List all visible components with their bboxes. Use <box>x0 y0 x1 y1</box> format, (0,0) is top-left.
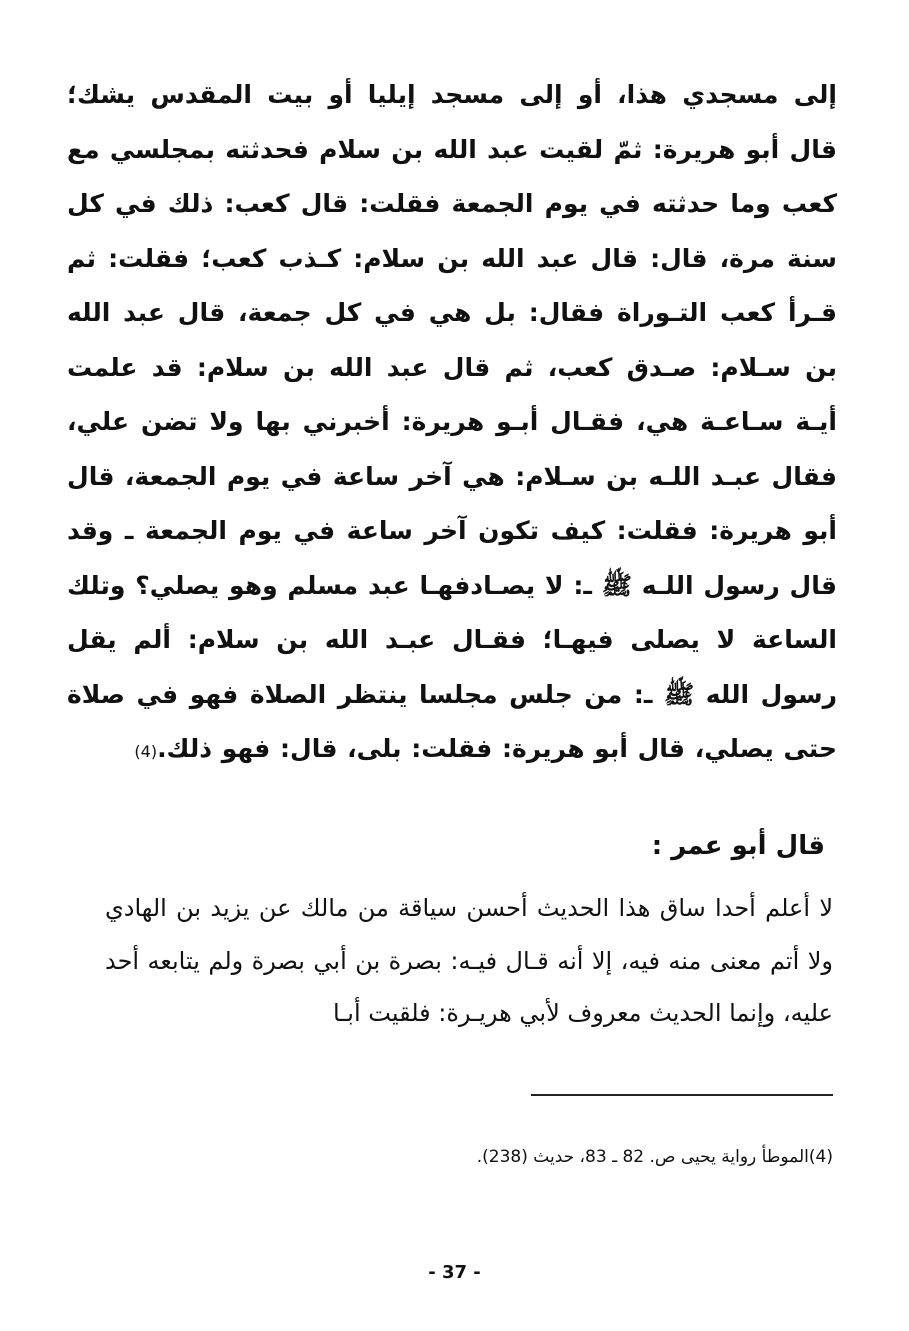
footnote-divider <box>531 1094 833 1096</box>
main-paragraph-text: إلى مسجدي هذا، أو إلى مسجد إيليا أو بيت المقدس يشك؛ قال أبو هريرة: ثمّ لقيت عبد الله بن سلام فحدثته بمجلسي مع كعب وما حدثته في يوم الجمعة فقلت: قال كعب: ذلك في كل سنة مرة، قال: قال عبد الله بن سلام: كـذب كعب؛ فقلت: ثم قـرأ كعب التـوراة فقال: بل هي في كل جمعة، قال عبد الله بن سـلام: صـدق كعب، ثم قال عبد الله بن سلام: قد علمت أيـة سـاعـة هي، فقـال أبـو هريرة: أخبرني بها ولا تضن علي، فقال عبـد اللـه بن سـلام: هي آخر ساعة في يوم الجمعة، قال أبو هريرة: فقلت: كيف تكون آخر ساعة في يوم الجمعة ـ وقد قال رسول اللـه ﷺ ـ: لا يصـادفهـا عبد مسلم وهو يصلي؟ وتلك الساعة لا يصلى فيهـا؛ فقـال عبـد الله بن سلام: ألم يقل رسول الله ﷺ ـ: من جلس مجلسا ينتظر الصلاة فهو في صلاة حتى يصلي، قال أبو هريرة: فقلت: بلى، قال: فهو ذلك. <box>67 80 837 763</box>
main-paragraph <box>67 68 837 780</box>
section-heading: قال أبو عمر : <box>651 831 825 861</box>
page-number: - 37 - <box>428 1262 481 1283</box>
footnote: (4)الموطأ رواية يحيى ص. 82 ـ 83، حديث (238). <box>476 1147 833 1167</box>
section-paragraph: لا أعلم أحدا ساق هذا الحديث أحسن سياقة من مالك عن يزيد بن الهادي ولا أتم معنى منه فيه، إلا أنه قـال فيـه: بصرة بن أبي بصرة ولم يتابعه أحد عليه، وإنما الحديث معروف لأبي هريـرة: فلقيت أبـا <box>105 894 833 1027</box>
footnote-reference: (4) <box>134 742 158 761</box>
